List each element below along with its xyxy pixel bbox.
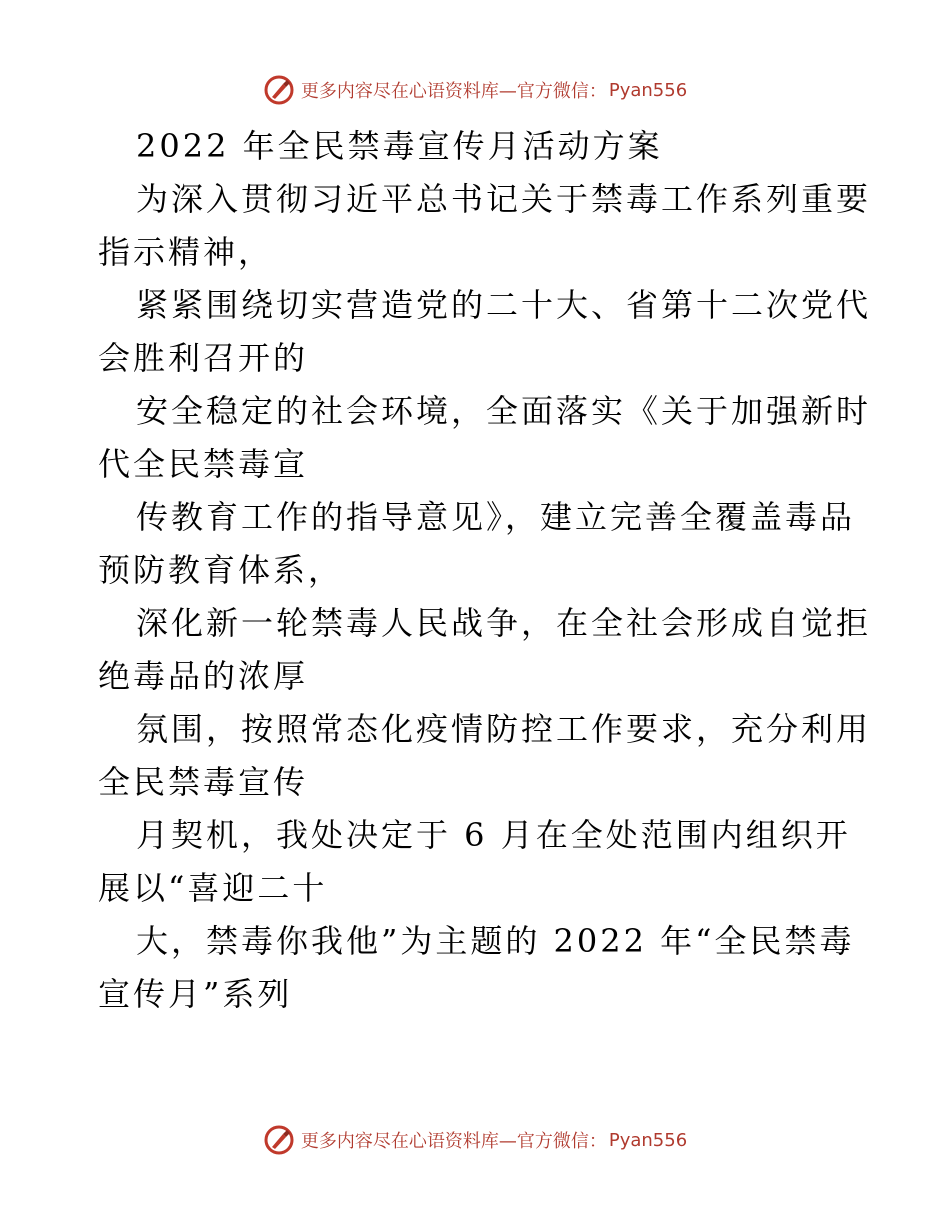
footer-watermark — [0, 1120, 950, 1160]
paragraph-line: 宣传月”系列 — [98, 975, 293, 1013]
paragraph-line: 代全民禁毒宣 — [98, 445, 309, 483]
paragraph-line: 展以“喜迎二十 — [98, 869, 328, 907]
document-body — [98, 120, 872, 1021]
paragraph-line: 为深入贯彻习近平总书记关于禁毒工作系列重要 — [136, 180, 872, 218]
header-watermark — [0, 70, 950, 110]
paragraph-line: 全民禁毒宣传 — [98, 763, 309, 801]
pen-nib-logo-icon — [263, 1124, 295, 1156]
paragraph-line: 预防教育体系， — [98, 551, 344, 589]
paragraph-line: 大，禁毒你我他”为主题的 2022 年“全民禁毒 — [136, 922, 855, 960]
paragraph-line: 紧紧围绕切实营造党的二十大、省第十二次党代 — [136, 286, 872, 324]
watermark-text: 更多内容尽在心语资料库—官方微信： — [300, 1131, 607, 1152]
watermark-text: 更多内容尽在心语资料库—官方微信： — [300, 81, 607, 102]
paragraph-line: 绝毒品的浓厚 — [98, 657, 309, 695]
paragraph-line: 传教育工作的指导意见》，建立完善全覆盖毒品 — [136, 498, 856, 536]
watermark-contact: Pyan556 — [608, 1129, 688, 1151]
watermark-contact: Pyan556 — [608, 79, 688, 101]
paragraph-line: 深化新一轮禁毒人民战争，在全社会形成自觉拒 — [136, 604, 872, 642]
paragraph-line: 会胜利召开的 — [98, 339, 309, 377]
paragraph-line: 安全稳定的社会环境，全面落实《关于加强新时 — [136, 392, 872, 430]
pen-nib-logo-icon — [263, 74, 295, 106]
document-title: 2022 年全民禁毒宣传月活动方案 — [136, 127, 663, 165]
paragraph-line: 月契机，我处决定于 6 月在全处范围内组织开 — [136, 816, 851, 854]
paragraph-line: 氛围，按照常态化疫情防控工作要求，充分利用 — [136, 710, 872, 748]
paragraph-line: 指示精神， — [98, 233, 274, 271]
